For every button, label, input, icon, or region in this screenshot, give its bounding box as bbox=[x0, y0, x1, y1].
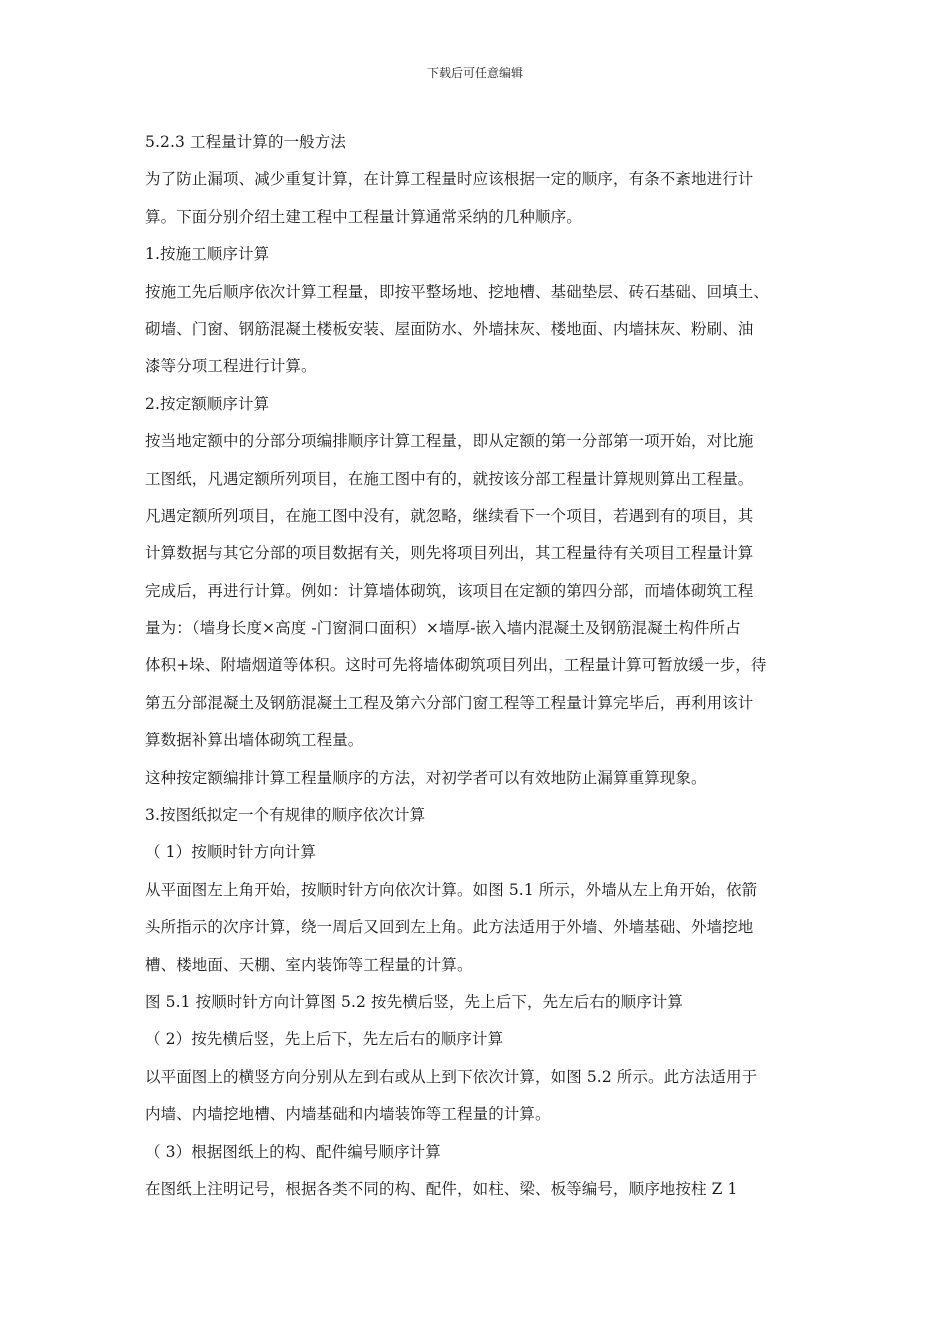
body-line: 凡遇定额所列项目，在施工图中没有，就忽略，继续看下一个项目，若遇到有的项目，其 bbox=[145, 506, 754, 525]
body-line: 头所指示的次序计算，绕一周后又回到左上角。此方法适用于外墙、外墙基础、外墙挖地 bbox=[145, 918, 754, 937]
body-line: 体积+垛、附墙烟道等体积。这时可先将墙体砌筑项目列出，工程量计算可暂放缓一步，待 bbox=[145, 656, 767, 675]
subsection-heading: 1.按施工顺序计算 bbox=[145, 245, 270, 264]
body-line: 内墙、内墙挖地槽、内墙基础和内墙装饰等工程量的计算。 bbox=[145, 1105, 551, 1124]
body-line: 完成后，再进行计算。例如：计算墙体砌筑，该项目在定额的第四分部，而墙体砌筑工程 bbox=[145, 581, 754, 600]
body-line: 在图纸上注明记号，根据各类不同的构、配件，如柱、梁、板等编号，顺序地按柱 Z 1 bbox=[145, 1179, 738, 1198]
body-line: 算数据补算出墙体砌筑工程量。 bbox=[145, 731, 364, 750]
item-heading: （ 2）按先横后竖，先上后下，先左后右的顺序计算 bbox=[145, 1030, 504, 1049]
body-line: 算。下面分别介绍土建工程中工程量计算通常采纳的几种顺序。 bbox=[145, 207, 582, 226]
body-line: 从平面图左上角开始，按顺时针方向依次计算。如图 5.1 所示，外墙从左上角开始，依箭 bbox=[145, 880, 758, 899]
figure-caption: 图 5.1 按顺时针方向计算图 5.2 按先横后竖，先上后下，先左后右的顺序计算 bbox=[145, 992, 684, 1011]
body-line: 为了防止漏项、减少重复计算，在计算工程量时应该根据一定的顺序，有条不紊地进行计 bbox=[145, 170, 754, 189]
item-heading: （ 3）根据图纸上的构、配件编号顺序计算 bbox=[145, 1142, 441, 1161]
item-heading: （ 1）按顺时针方向计算 bbox=[145, 843, 316, 862]
body-line: 槽、楼地面、天棚、室内装饰等工程量的计算。 bbox=[145, 955, 473, 974]
subsection-heading: 2.按定额顺序计算 bbox=[145, 394, 270, 413]
body-line: 按施工先后顺序依次计算工程量，即按平整场地、挖地槽、基础垫层、砖石基础、回填土、 bbox=[145, 282, 770, 301]
body-line: 砌墙、门窗、钢筋混凝土楼板安装、屋面防水、外墙抹灰、楼地面、内墙抹灰、粉刷、油 bbox=[145, 319, 754, 338]
body-line: 计算数据与其它分部的项目数据有关，则先将项目列出，其工程量待有关项目工程量计算 bbox=[145, 544, 754, 563]
subsection-heading: 3.按图纸拟定一个有规律的顺序依次计算 bbox=[145, 806, 426, 825]
document-body bbox=[145, 124, 815, 1208]
page-header: 下载后可任意编辑 bbox=[426, 66, 523, 80]
body-line: 工图纸，凡遇定额所列项目，在施工图中有的，就按该分部工程量计算规则算出工程量。 bbox=[145, 469, 754, 488]
body-line: 以平面图上的横竖方向分别从左到右或从上到下依次计算，如图 5.2 所示。此方法适用于 bbox=[145, 1067, 758, 1086]
section-heading: 5.2.3 工程量计算的一般方法 bbox=[145, 133, 346, 151]
body-line: 按当地定额中的分部分项编排顺序计算工程量，即从定额的第一分部第一项开始，对比施 bbox=[145, 432, 754, 451]
body-line: 这种按定额编排计算工程量顺序的方法，对初学者可以有效地防止漏算重算现象。 bbox=[145, 768, 707, 787]
body-line: 漆等分项工程进行计算。 bbox=[145, 357, 317, 376]
body-line: 第五分部混凝土及钢筋混凝土工程及第六分部门窗工程等工程量计算完毕后，再利用该计 bbox=[145, 693, 754, 712]
body-line: 量为：（墙身长度×高度 -门窗洞口面积）×墙厚-嵌入墙内混凝土及钢筋混凝土构件所占 bbox=[145, 619, 741, 638]
